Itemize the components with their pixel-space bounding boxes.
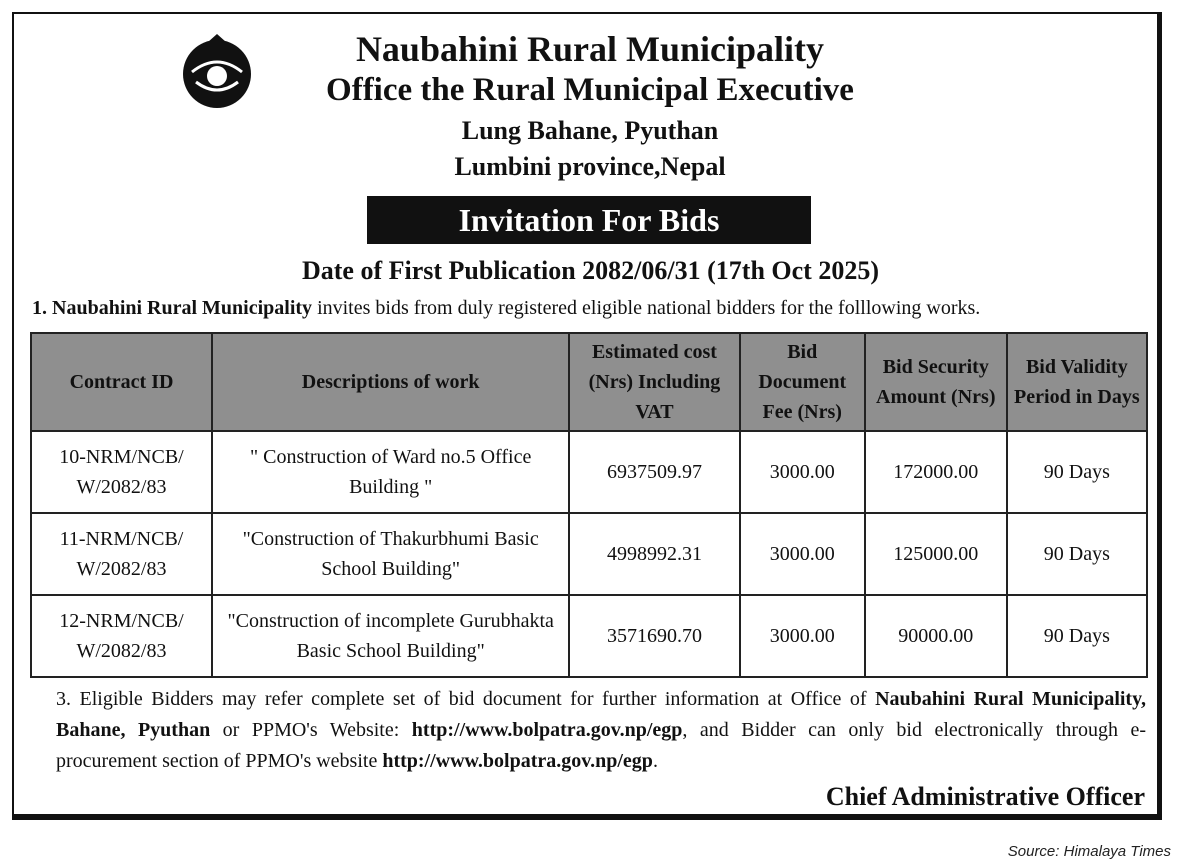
col-estimated-cost: Estimated cost (Nrs) Including VAT	[569, 333, 739, 431]
ppmo-link[interactable]: http://www.bolpatra.gov.np/egp	[411, 719, 683, 741]
source-credit: Source: Himalaya Times	[1007, 843, 1171, 860]
intro-number: 1.	[32, 297, 47, 319]
document-fee: 3000.00	[740, 595, 865, 677]
table-row	[31, 513, 1147, 595]
estimated-cost: 6937509.97	[569, 431, 739, 513]
estimated-cost: 4998992.31	[569, 513, 739, 595]
bidding-instructions	[56, 684, 1146, 777]
note-text: .	[652, 750, 658, 772]
col-description: Descriptions of work	[212, 333, 569, 431]
intro-org: Naubahini Rural Municipality	[52, 297, 313, 319]
address-line-1: Lung Bahane, Pyuthan	[461, 116, 719, 145]
col-document-fee: Bid Document Fee (Nrs)	[740, 333, 865, 431]
bid-validity: 90 Days	[1007, 595, 1147, 677]
work-description: "Construction of incomplete Gurubhakta Basic School Building"	[212, 595, 569, 677]
office-name: Office the Rural Municipal Executive	[326, 72, 854, 108]
signatory: Chief Administrative Officer	[825, 782, 1145, 811]
col-bid-security: Bid Security Amount (Nrs)	[865, 333, 1007, 431]
document-fee: 3000.00	[740, 513, 865, 595]
bid-security: 172000.00	[865, 431, 1007, 513]
nepal-emblem-logo	[178, 32, 256, 112]
note-text: , and Bidder can only bid electronically through e-procurement section of PPMO's website	[56, 719, 1147, 772]
ppmo-link[interactable]: http://www.bolpatra.gov.np/egp	[382, 750, 653, 772]
bids-table	[30, 332, 1148, 678]
bid-security: 90000.00	[865, 595, 1007, 677]
work-description: " Construction of Ward no.5 Office Building "	[212, 431, 569, 513]
intro-text: invites bids from duly registered eligible national bidders for the folllowing works.	[312, 297, 981, 319]
bid-validity: 90 Days	[1007, 431, 1147, 513]
note-text: 3. Eligible Bidders may refer complete set of bid document for further information at Office of	[56, 688, 876, 710]
contract-id: 11-NRM/NCB/ W/2082/83	[31, 513, 212, 595]
document-fee: 3000.00	[740, 431, 865, 513]
table-row	[31, 595, 1147, 677]
table-header-row	[31, 333, 1147, 431]
office-address: Naubahini Rural Municipality, Bahane, Pyuthan	[56, 688, 1146, 741]
publication-date: Date of First Publication 2082/06/31 (17th Oct 2025)	[302, 256, 879, 285]
table-row	[31, 431, 1147, 513]
work-description: "Construction of Thakurbhumi Basic School Building"	[212, 513, 569, 595]
bid-security: 125000.00	[865, 513, 1007, 595]
org-name: Naubahini Rural Municipality	[355, 29, 825, 69]
notice-title: Invitation For Bids	[367, 196, 811, 244]
estimated-cost: 3571690.70	[569, 595, 739, 677]
col-bid-validity: Bid Validity Period in Days	[1007, 333, 1147, 431]
contract-id: 10-NRM/NCB/ W/2082/83	[31, 431, 212, 513]
address-line-2: Lumbini province,Nepal	[454, 152, 726, 181]
note-text: or PPMO's Website:	[210, 719, 412, 741]
col-contract-id: Contract ID	[31, 333, 212, 431]
bid-validity: 90 Days	[1007, 513, 1147, 595]
intro-paragraph	[32, 297, 980, 320]
contract-id: 12-NRM/NCB/ W/2082/83	[31, 595, 212, 677]
